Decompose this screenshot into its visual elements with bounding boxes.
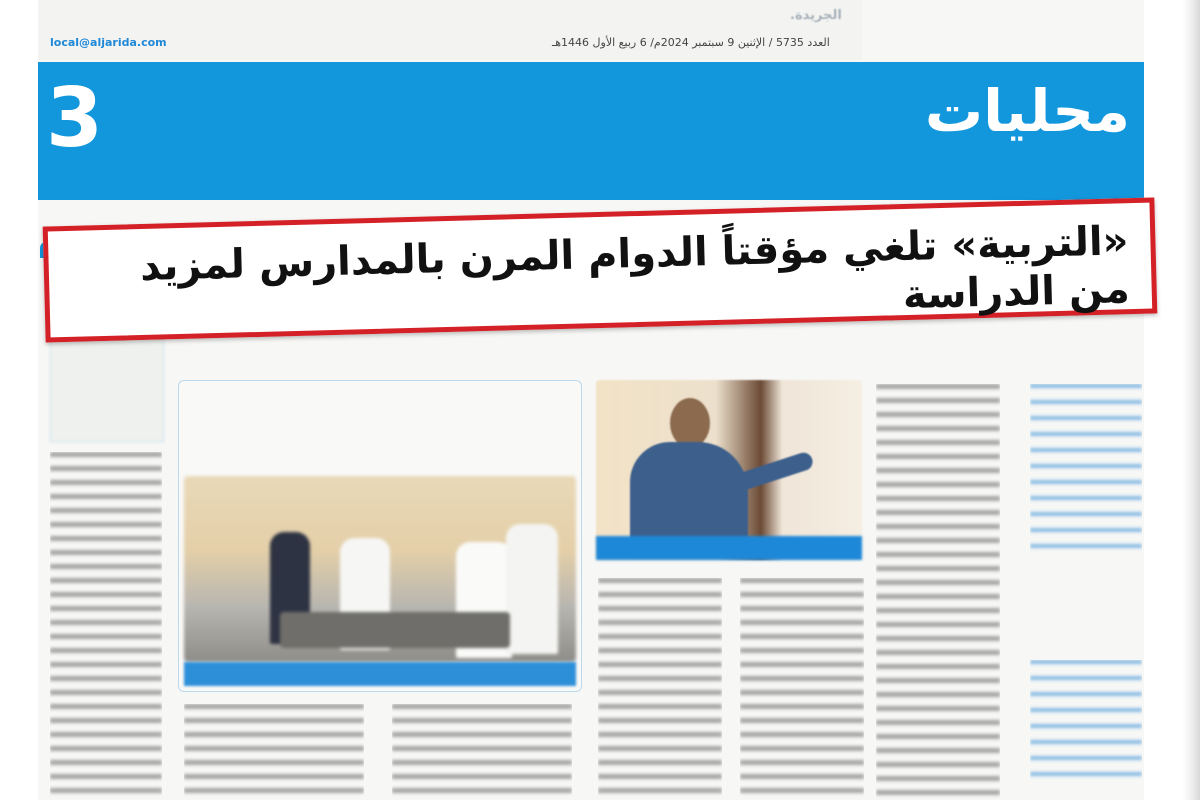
headline-deck-blurred	[296, 336, 1142, 364]
section-title: محليات	[924, 77, 1130, 145]
main-headline: «التربية» تلغي مؤقتاً الدوام المرن بالمدارس لمزيد من الدراسة	[139, 218, 1131, 319]
secondary-story-headline-blurred	[199, 403, 569, 425]
photo-caption-bar	[184, 662, 576, 686]
photo-person-arm	[735, 450, 815, 491]
section-email: local@aljarida.com	[50, 36, 167, 49]
photo-caption-bar	[596, 536, 862, 560]
photo-person	[506, 524, 558, 654]
story-text-column	[598, 578, 722, 800]
story-text-column	[392, 704, 572, 800]
page-number: 3	[46, 71, 104, 166]
sidebar-blue-text	[1030, 384, 1142, 554]
masthead-strip	[38, 0, 862, 60]
section-banner	[38, 62, 1144, 200]
viewer-edge	[1182, 0, 1200, 800]
news-photo-meeting	[184, 476, 576, 662]
article-text-column	[876, 384, 1000, 800]
story-text-column	[740, 578, 864, 800]
left-text-column	[50, 452, 162, 800]
photo-person	[670, 398, 710, 448]
secondary-story-subhead-blurred	[193, 445, 569, 461]
issue-date-line: العدد 5735 / الإثنين 9 سبتمبر 2024م/ 6 ربيع الأول 1446هـ	[552, 36, 830, 49]
sidebar-blue-text-lower	[1030, 660, 1142, 780]
photo-table	[280, 612, 510, 648]
news-photo-man-at-wall	[596, 380, 862, 560]
newspaper-brand: الجريدة.	[790, 8, 842, 23]
story-text-column	[184, 704, 364, 800]
